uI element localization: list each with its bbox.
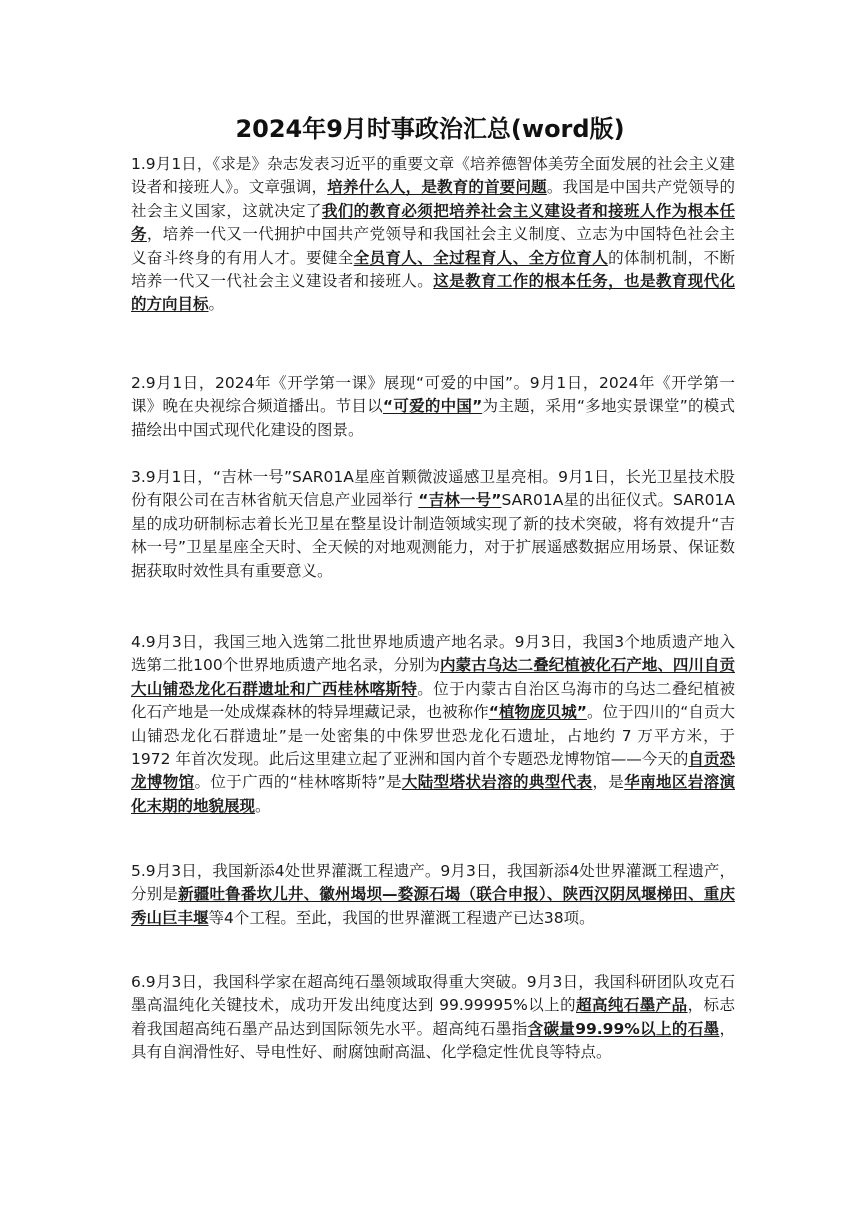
item-text: 4.9月3日，我国三地入选第二批世界地质遗产地名录。9月3日，我国3个地质遗产地入选第二批100个世界地质遗产地名录，分别为 <box>131 633 735 675</box>
key-point: “植物庞贝城” <box>488 703 587 722</box>
key-point: 这是教育工作的根本任务，也是教育现代化的方向目标 <box>131 272 735 314</box>
news-item-3 <box>131 466 735 583</box>
news-item-2 <box>131 372 735 442</box>
item-text: 。位于四川的“自贡大山铺恐龙化石群遗址”是一处密集的中侏罗世恐龙化石遗址，占地约 7 万平方米，于 1972 年首次发现。此后这里建立起了亚洲和国内首个专题恐龙博物馆——今天的 <box>131 703 736 769</box>
item-text: 。我国是中国共产党领导的社会主义国家，这就决定了 <box>131 178 735 220</box>
key-point: 我们的教育必须把培养社会主义建设者和接班人作为根本任务 <box>131 201 735 244</box>
key-point: 培养什么人，是教育的首要问题 <box>327 178 547 197</box>
key-point: 含碳量99.99%以上的石墨 <box>527 1019 720 1038</box>
item-text: ，标志着我国超高纯石墨产品达到国际领先水平。超高纯石墨指 <box>131 996 735 1038</box>
key-point: 华南地区岩溶演化末期的地貌展现 <box>131 773 735 815</box>
key-point: 大陆型塔状岩溶的典型代表 <box>401 773 593 792</box>
key-point: 新疆吐鲁番坎儿井、徽州堨坝—婺源石堨（联合申报）、陕西汉阴凤堰梯田、重庆秀山巨丰堰 <box>131 885 735 927</box>
item-text: ，培养一代又一代拥护中国共产党领导和我国社会主义制度、立志为中国特色社会主义奋斗终身的有用人才。要健全 <box>131 225 735 267</box>
item-text: 。 <box>208 295 225 314</box>
key-point: 自贡恐龙博物馆 <box>131 750 735 792</box>
item-text: 6.9月3日，我国科学家在超高纯石墨领域取得重大突破。9月3日，我国科研团队攻克石墨高温纯化关键技术，成功开发出纯度达到 99.99995%以上的 <box>131 973 735 1015</box>
news-item-6 <box>131 971 735 1065</box>
item-text: 的体制机制，不断培养一代又一代社会主义建设者和接班人。 <box>131 248 735 291</box>
item-text: 为主题，采用“多地实景课堂”的模式描绘出中国式现代化建设的图景。 <box>131 397 735 439</box>
key-point: 内蒙古乌达二叠纪植被化石产地、四川自贡大山铺恐龙化石群遗址和广西桂林喀斯特 <box>131 656 735 698</box>
item-text: SAR01A星的出征仪式。SAR01A星的成功研制标志着长光卫星在整星设计制造领域实现了新的技术突破，将有效提升“吉林一号”卫星星座全天时、全天候的对地观测能力，对于扩展遥感数据应用场景、保证数据获取时效性具有重要意义。 <box>131 491 736 580</box>
key-point: “吉林一号” <box>418 491 502 510</box>
key-point: “可爱的中国” <box>382 397 483 416</box>
item-text: 2.9月1日，2024年《开学第一课》展现“可爱的中国”。9月1日，2024年《开学第一课》晚在央视综合频道播出。节目以 <box>131 374 735 416</box>
news-item-4 <box>131 631 735 818</box>
item-text: 。位于广西的“桂林喀斯特”是 <box>194 773 402 792</box>
item-text: ，是 <box>592 773 625 792</box>
item-text: ，具有自润滑性好、导电性好、耐腐蚀耐高温、化学稳定性优良等特点。 <box>131 1019 735 1062</box>
item-text: 等4个工程。至此，我国的世界灌溉工程遗产已达38项。 <box>208 908 595 927</box>
item-text: 。 <box>255 796 271 815</box>
key-point: 全员育人、全过程育人、全方位育人 <box>353 248 609 267</box>
item-text: 1.9月1日，《求是》杂志发表习近平的重要文章《培养德智体美劳全面发展的社会主义建设者和接班人》。文章强调， <box>131 155 735 197</box>
key-point: 超高纯石墨产品 <box>576 996 688 1015</box>
item-text: 3.9月1日，“吉林一号”SAR01A星座首颗微波遥感卫星亮相。9月1日，长光卫星技术股份有限公司在吉林省航天信息产业园举行 <box>131 468 735 510</box>
news-item-5 <box>131 860 735 930</box>
item-text: 5.9月3日，我国新添4处世界灌溉工程遗产。9月3日，我国新添4处世界灌溉工程遗产，分别是 <box>131 862 735 904</box>
document-title: 2024年9月时事政治汇总(word版) <box>235 115 625 143</box>
item-text: 。位于内蒙古自治区乌海市的乌达二叠纪植被化石产地是一处成煤森林的特异埋藏记录，也被称作 <box>131 679 735 722</box>
news-item-1 <box>131 153 735 317</box>
